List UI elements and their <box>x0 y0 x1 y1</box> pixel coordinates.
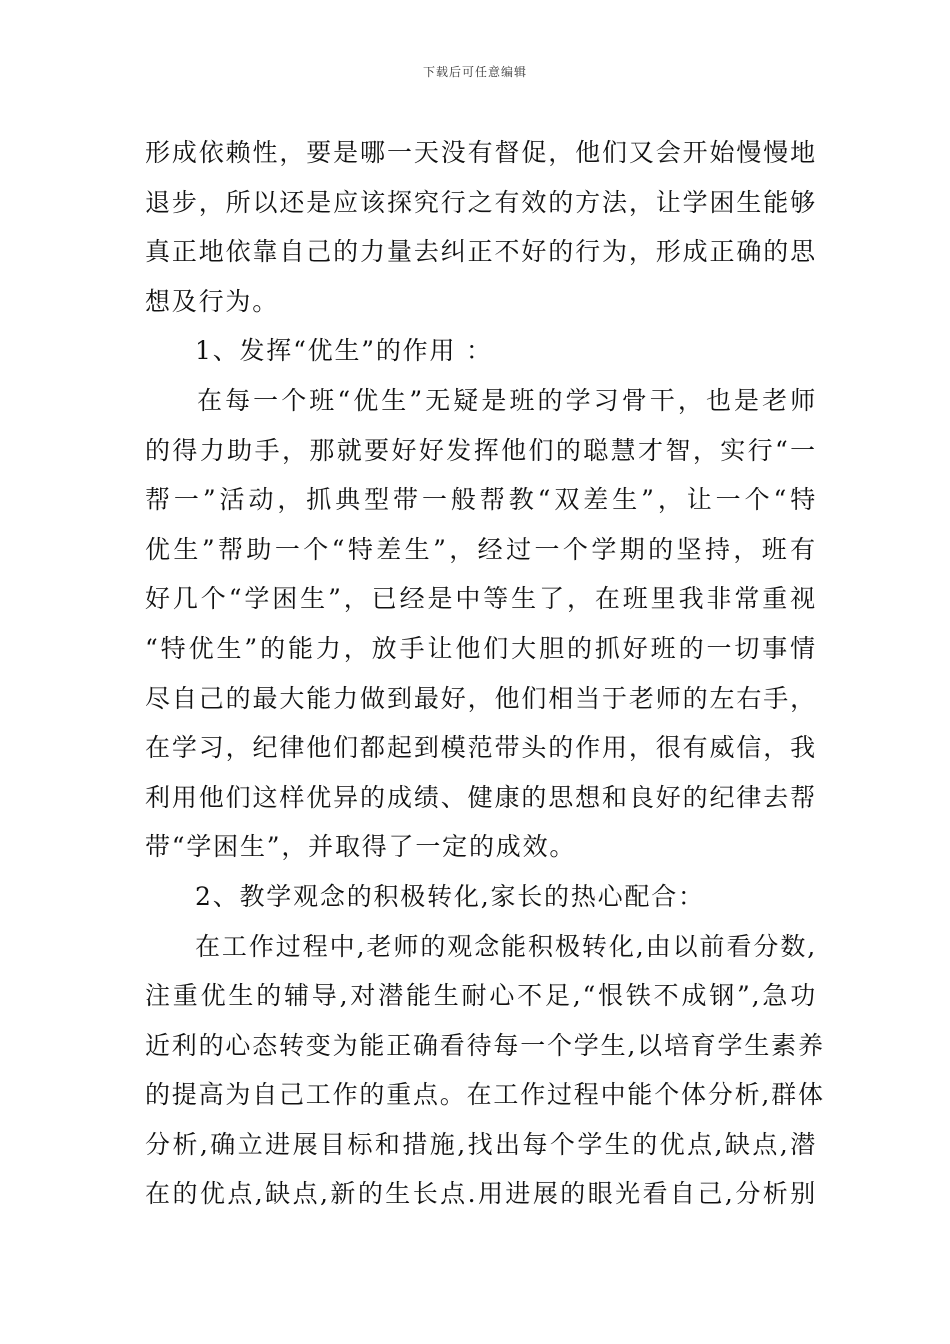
page-header: 下载后可任意编辑 <box>422 65 527 79</box>
text-line: 退步，所以还是应该探究行之有效的方法，让学困生能够 <box>145 187 817 217</box>
text-line: 在学习，纪律他们都起到模范带头的作用，很有威信，我 <box>145 733 817 763</box>
text-line: 的得力助手，那就要好好发挥他们的聪慧才智，实行“一 <box>145 435 817 465</box>
text-line: 的提高为自己工作的重点。在工作过程中能个体分析,群体 <box>145 1080 825 1110</box>
text-line: 近利的心态转变为能正确看待每一个学生,以培育学生素养 <box>145 1030 825 1060</box>
text-line: “特优生”的能力，放手让他们大胆的抓好班的一切事情 <box>145 633 817 663</box>
section-heading-2: 2、教学观念的积极转化,家长的热心配合： <box>195 881 705 911</box>
text-line: 注重优生的辅导,对潜能生耐心不足,“恨铁不成钢”,急功 <box>145 981 817 1011</box>
text-line: 尽自己的最大能力做到最好，他们相当于老师的左右手， <box>145 683 817 713</box>
text-line: 分析,确立进展目标和措施,找出每个学生的优点,缺点,潜 <box>145 1129 817 1159</box>
text-line: 在每一个班“优生”无疑是班的学习骨干，也是老师 <box>197 385 817 415</box>
text-line: 在工作过程中,老师的观念能积极转化,由以前看分数, <box>195 931 817 961</box>
text-line: 利用他们这样优异的成绩、健康的思想和良好的纪律去帮 <box>145 782 817 812</box>
section-heading-1: 1、发挥“优生”的作用 ： <box>195 336 493 366</box>
text-line: 在的优点,缺点,新的生长点.用进展的眼光看自己,分析别 <box>145 1179 817 1209</box>
text-line: 带“学困生”，并取得了一定的成效。 <box>145 832 577 862</box>
text-line: 帮一”活动，抓典型带一般帮教“双差生”，让一个“特 <box>145 485 817 515</box>
text-line: 好几个“学困生”，已经是中等生了，在班里我非常重视 <box>145 584 817 614</box>
text-line: 形成依赖性，要是哪一天没有督促，他们又会开始慢慢地 <box>145 138 817 167</box>
text-line: 优生”帮助一个“特差生”，经过一个学期的坚持，班有 <box>145 534 817 564</box>
body-text <box>145 128 825 1219</box>
text-line: 想及行为。 <box>145 286 280 316</box>
text-line: 真正地依靠自己的力量去纠正不好的行为，形成正确的思 <box>145 237 817 267</box>
